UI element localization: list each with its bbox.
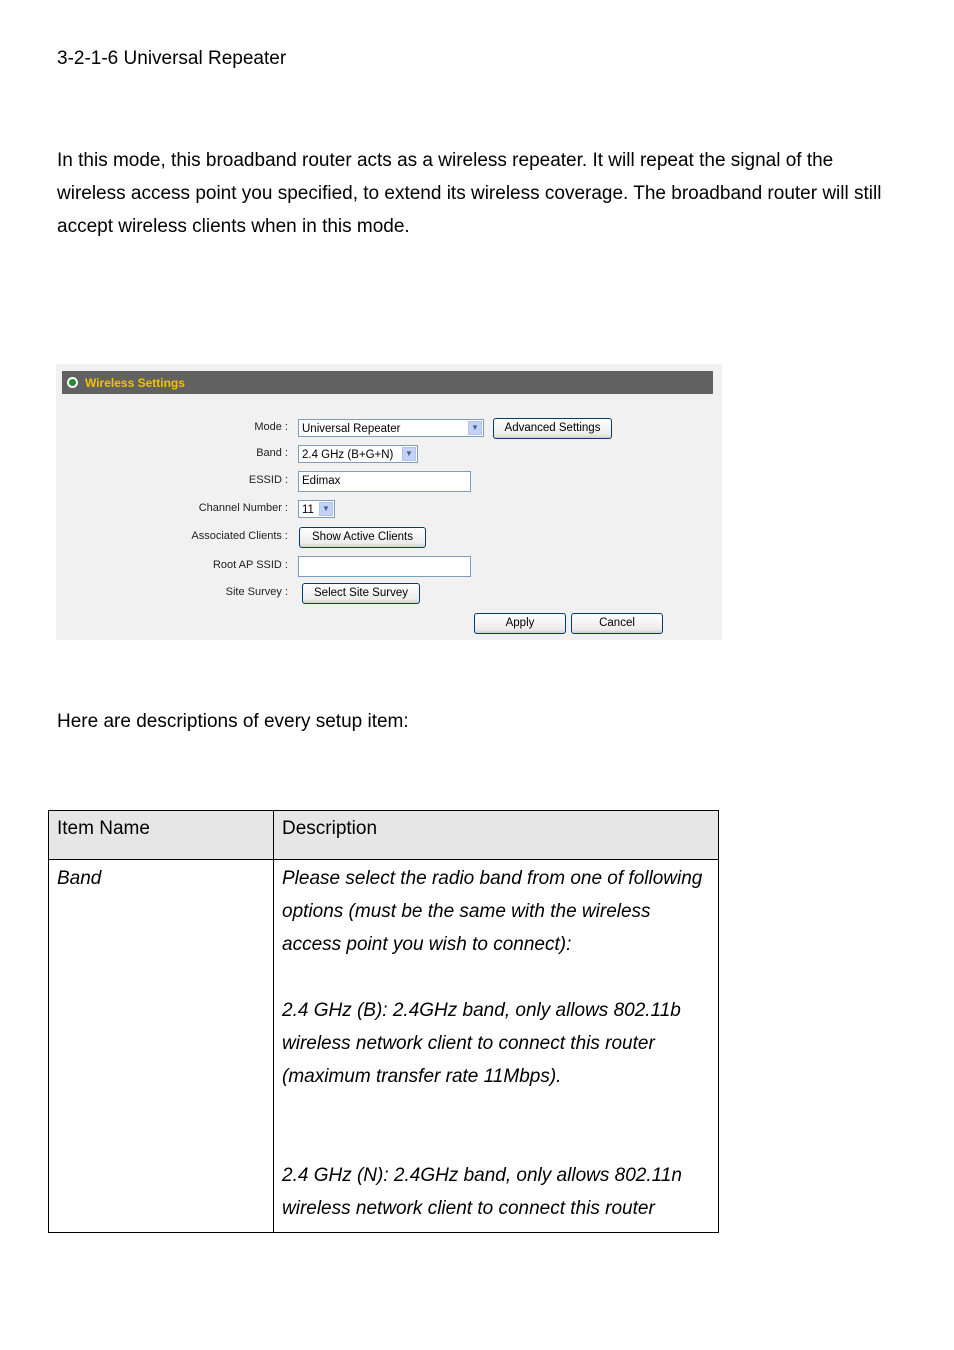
show-active-clients-button[interactable]: Show Active Clients <box>299 527 426 548</box>
table-header-row <box>49 811 719 860</box>
band-label: Band : <box>256 447 288 459</box>
panel-title-bar <box>62 371 713 394</box>
essid-row <box>56 470 722 494</box>
channel-label: Channel Number : <box>198 502 288 514</box>
mode-select[interactable] <box>298 419 484 437</box>
descriptions-intro: Here are descriptions of every setup item: <box>57 711 409 732</box>
essid-input[interactable]: Edimax <box>298 471 471 492</box>
band-row <box>56 443 722 467</box>
header-item-name: Item Name <box>49 811 274 860</box>
panel-title: Wireless Settings <box>85 376 185 390</box>
channel-select-value: 11 <box>302 504 314 516</box>
essid-label: ESSID : <box>248 474 288 486</box>
section-heading: 3-2-1-6 Universal Repeater <box>57 48 287 69</box>
mode-select-value: Universal Repeater <box>302 423 401 435</box>
item-name-cell <box>49 860 274 1233</box>
advanced-settings-button[interactable]: Advanced Settings <box>493 418 612 439</box>
associated-clients-label: Associated Clients : <box>191 530 288 542</box>
apply-button[interactable]: Apply <box>474 613 566 634</box>
associated-clients-row <box>56 526 722 550</box>
site-survey-label: Site Survey : <box>225 586 288 598</box>
wireless-settings-screenshot <box>56 364 722 640</box>
channel-select[interactable] <box>298 500 335 518</box>
root-ap-ssid-label: Root AP SSID : <box>212 559 288 571</box>
select-site-survey-button[interactable]: Select Site Survey <box>302 583 420 604</box>
item-name: Band <box>57 868 102 889</box>
root-ap-ssid-row <box>56 555 722 579</box>
channel-row <box>56 498 722 522</box>
description-cell <box>274 860 719 1233</box>
description-paragraph: Please select the radio band from one of following options (must be the same with the wireless access point you wish to connect): <box>282 868 703 955</box>
bullet-icon <box>67 377 78 388</box>
band-select-value: 2.4 GHz (B+G+N) <box>302 449 394 461</box>
chevron-down-icon: ▼ <box>402 447 416 461</box>
root-ap-ssid-input[interactable] <box>298 556 471 577</box>
band-select[interactable] <box>298 445 418 463</box>
header-description: Description <box>274 811 719 860</box>
chevron-down-icon: ▼ <box>319 502 333 516</box>
cancel-button[interactable]: Cancel <box>571 613 663 634</box>
chevron-down-icon: ▼ <box>468 421 482 435</box>
site-survey-row <box>56 582 722 606</box>
description-paragraph: 2.4 GHz (N): 2.4GHz band, only allows 802.11n wireless network client to connect this router <box>282 1165 682 1219</box>
mode-row <box>56 417 722 441</box>
mode-label: Mode : <box>254 421 288 433</box>
table-row <box>49 860 719 1233</box>
setup-items-table <box>48 810 719 1233</box>
intro-paragraph: In this mode, this broadband router acts as a wireless repeater. It will repeat the signal of the wireless access point you specified, to extend its wireless coverage. The broadband router will still accept wireless clients when in this mode. <box>57 150 882 237</box>
description-paragraph: 2.4 GHz (B): 2.4GHz band, only allows 802.11b wireless network client to connect this router (maximum transfer rate 11Mbps). <box>282 1000 681 1087</box>
